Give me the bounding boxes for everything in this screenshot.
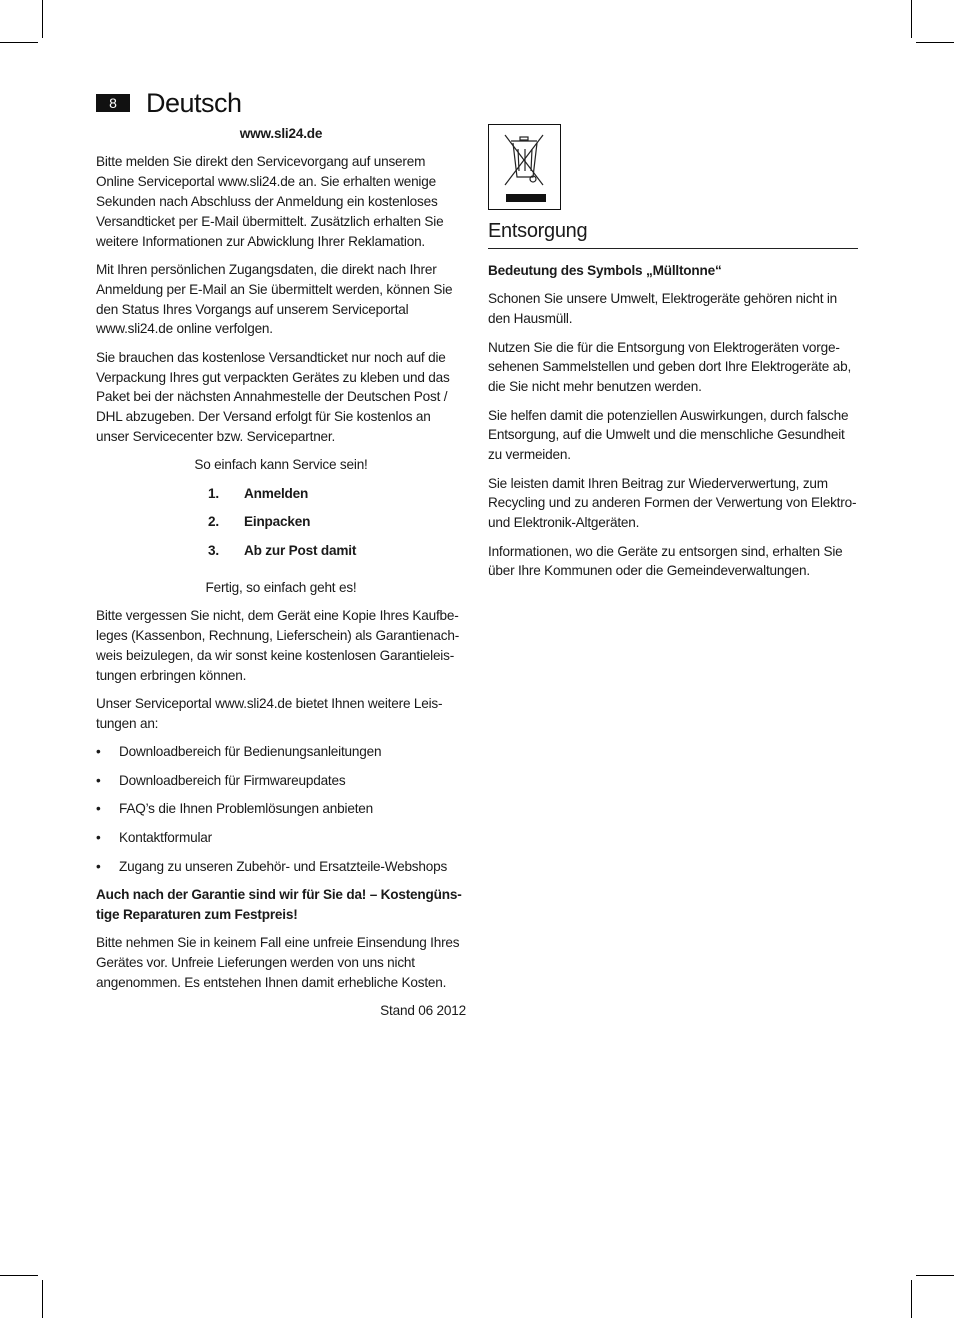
step-item: 3. Ab zur Post damit bbox=[208, 542, 357, 558]
page-number: 8 bbox=[96, 94, 130, 112]
step-item: 1. Anmelden bbox=[208, 485, 309, 501]
paragraph: Unser Serviceportal www.sli24.de bietet Ihnen weitere Leistungen an: bbox=[96, 695, 443, 731]
crop-mark bbox=[42, 0, 43, 38]
section-title: Entsorgung bbox=[488, 218, 858, 249]
left-column bbox=[96, 124, 466, 1030]
done-text: Fertig, so einfach geht es! bbox=[205, 579, 357, 595]
section-subtitle: Bedeutung des Symbols „Mülltonne“ bbox=[488, 263, 722, 278]
crop-mark bbox=[42, 1280, 43, 1318]
version-stamp: Stand 06 2012 bbox=[380, 1003, 466, 1019]
list-item: • Downloadbereich für Bedienungsanleitungen bbox=[96, 744, 382, 760]
page-header bbox=[96, 86, 242, 120]
crop-mark bbox=[0, 42, 38, 43]
crossed-out-wheelie-bin-icon bbox=[488, 124, 561, 210]
paragraph: Bitte melden Sie direkt den Servicevorgang auf unserem Online Serviceportal www.sli24.de an. Sie erhalten wenige Sekunden nach Abschluss der Anmeldung ein kostenloses Versandticket per E-Mail übermittelt. Zusätzlich erhalten Sie weitere Informationen zur Abwicklung Ihrer Reklamation. bbox=[96, 154, 444, 249]
list-item: • FAQ’s die Ihnen Problemlösungen anbieten bbox=[96, 801, 373, 817]
crop-mark bbox=[911, 1280, 912, 1318]
paragraph: Schonen Sie unsere Umwelt, Elektrogeräte gehören nicht in den Hausmüll. bbox=[488, 291, 838, 327]
right-column bbox=[488, 124, 858, 590]
crop-mark bbox=[911, 0, 912, 38]
page-title: Deutsch bbox=[146, 87, 242, 118]
paragraph: Nutzen Sie die für die Entsorgung von Elektrogeräten vorgesehenen Sammelstellen und geben dort Ihre Elektrogeräte ab, die Sie nicht mehr benutzen werden. bbox=[488, 339, 852, 395]
paragraph: Sie leisten damit Ihren Beitrag zur Wiederverwertung, zum Recycling und zu anderen Formen der Verwertung von Elektro- und Elektronik-Altgeräten. bbox=[488, 475, 857, 531]
list-item: • Kontaktformular bbox=[96, 829, 212, 845]
list-item: • Zugang zu unseren Zubehör- und Ersatzteile-Webshops bbox=[96, 858, 448, 874]
paragraph: Mit Ihren persönlichen Zugangsdaten, die direkt nach Ihrer Anmeldung per E-Mail an Sie übermittelt werden, können Sie den Status Ihres Vorgangs auf unserem Serviceportal www.sli24.de online verfolgen. bbox=[96, 261, 453, 337]
weee-symbol-svg bbox=[489, 125, 560, 209]
crop-mark bbox=[916, 1275, 954, 1276]
crop-mark bbox=[916, 42, 954, 43]
website-link[interactable]: www.sli24.de bbox=[239, 126, 323, 141]
services-list bbox=[96, 742, 466, 876]
paragraph: Sie brauchen das kostenlose Versandticket nur noch auf die Verpackung Ihres gut verpackten Gerätes zu kleben und das Paket bei der nächsten Annahmestelle der Deutschen Post / DHL abzugeben. Der Versand erfolgt für Sie kostenlos an unser Servicecenter bzw. Servicepartner. bbox=[96, 349, 450, 444]
warranty-notice: Auch nach der Garantie sind wir für Sie da! – Kostengünstige Reparaturen zum Festpreis! bbox=[96, 887, 462, 922]
paragraph: Informationen, wo die Geräte zu entsorgen sind, erhalten Sie über Ihre Kommunen oder die Gemeindeverwaltungen. bbox=[488, 543, 843, 579]
step-item: 2. Einpacken bbox=[208, 514, 311, 530]
crop-mark bbox=[0, 1275, 38, 1276]
paragraph: Sie helfen damit die potenziellen Auswirkungen, durch falsche Entsorgung, auf die Umwelt und die menschliche Gesundheit zu vermeiden. bbox=[488, 407, 849, 463]
list-item: • Downloadbereich für Firmwareupdates bbox=[96, 772, 346, 788]
paragraph: Bitte nehmen Sie in keinem Fall eine unfreie Einsendung Ihres Gerätes vor. Unfreie Lieferungen werden von uns nicht angenommen. Es entstehen Ihnen damit erhebliche Kosten. bbox=[96, 935, 460, 990]
steps-list bbox=[96, 484, 466, 570]
paragraph: Bitte vergessen Sie nicht, dem Gerät eine Kopie Ihres Kaufbeleges (Kassenbon, Rechnung, Lieferschein) als Garantienachweis beizulegen, da wir sonst keine kostenlosen Garantieleistungen erbringen können. bbox=[96, 608, 460, 683]
service-tagline: So einfach kann Service sein! bbox=[194, 457, 368, 473]
